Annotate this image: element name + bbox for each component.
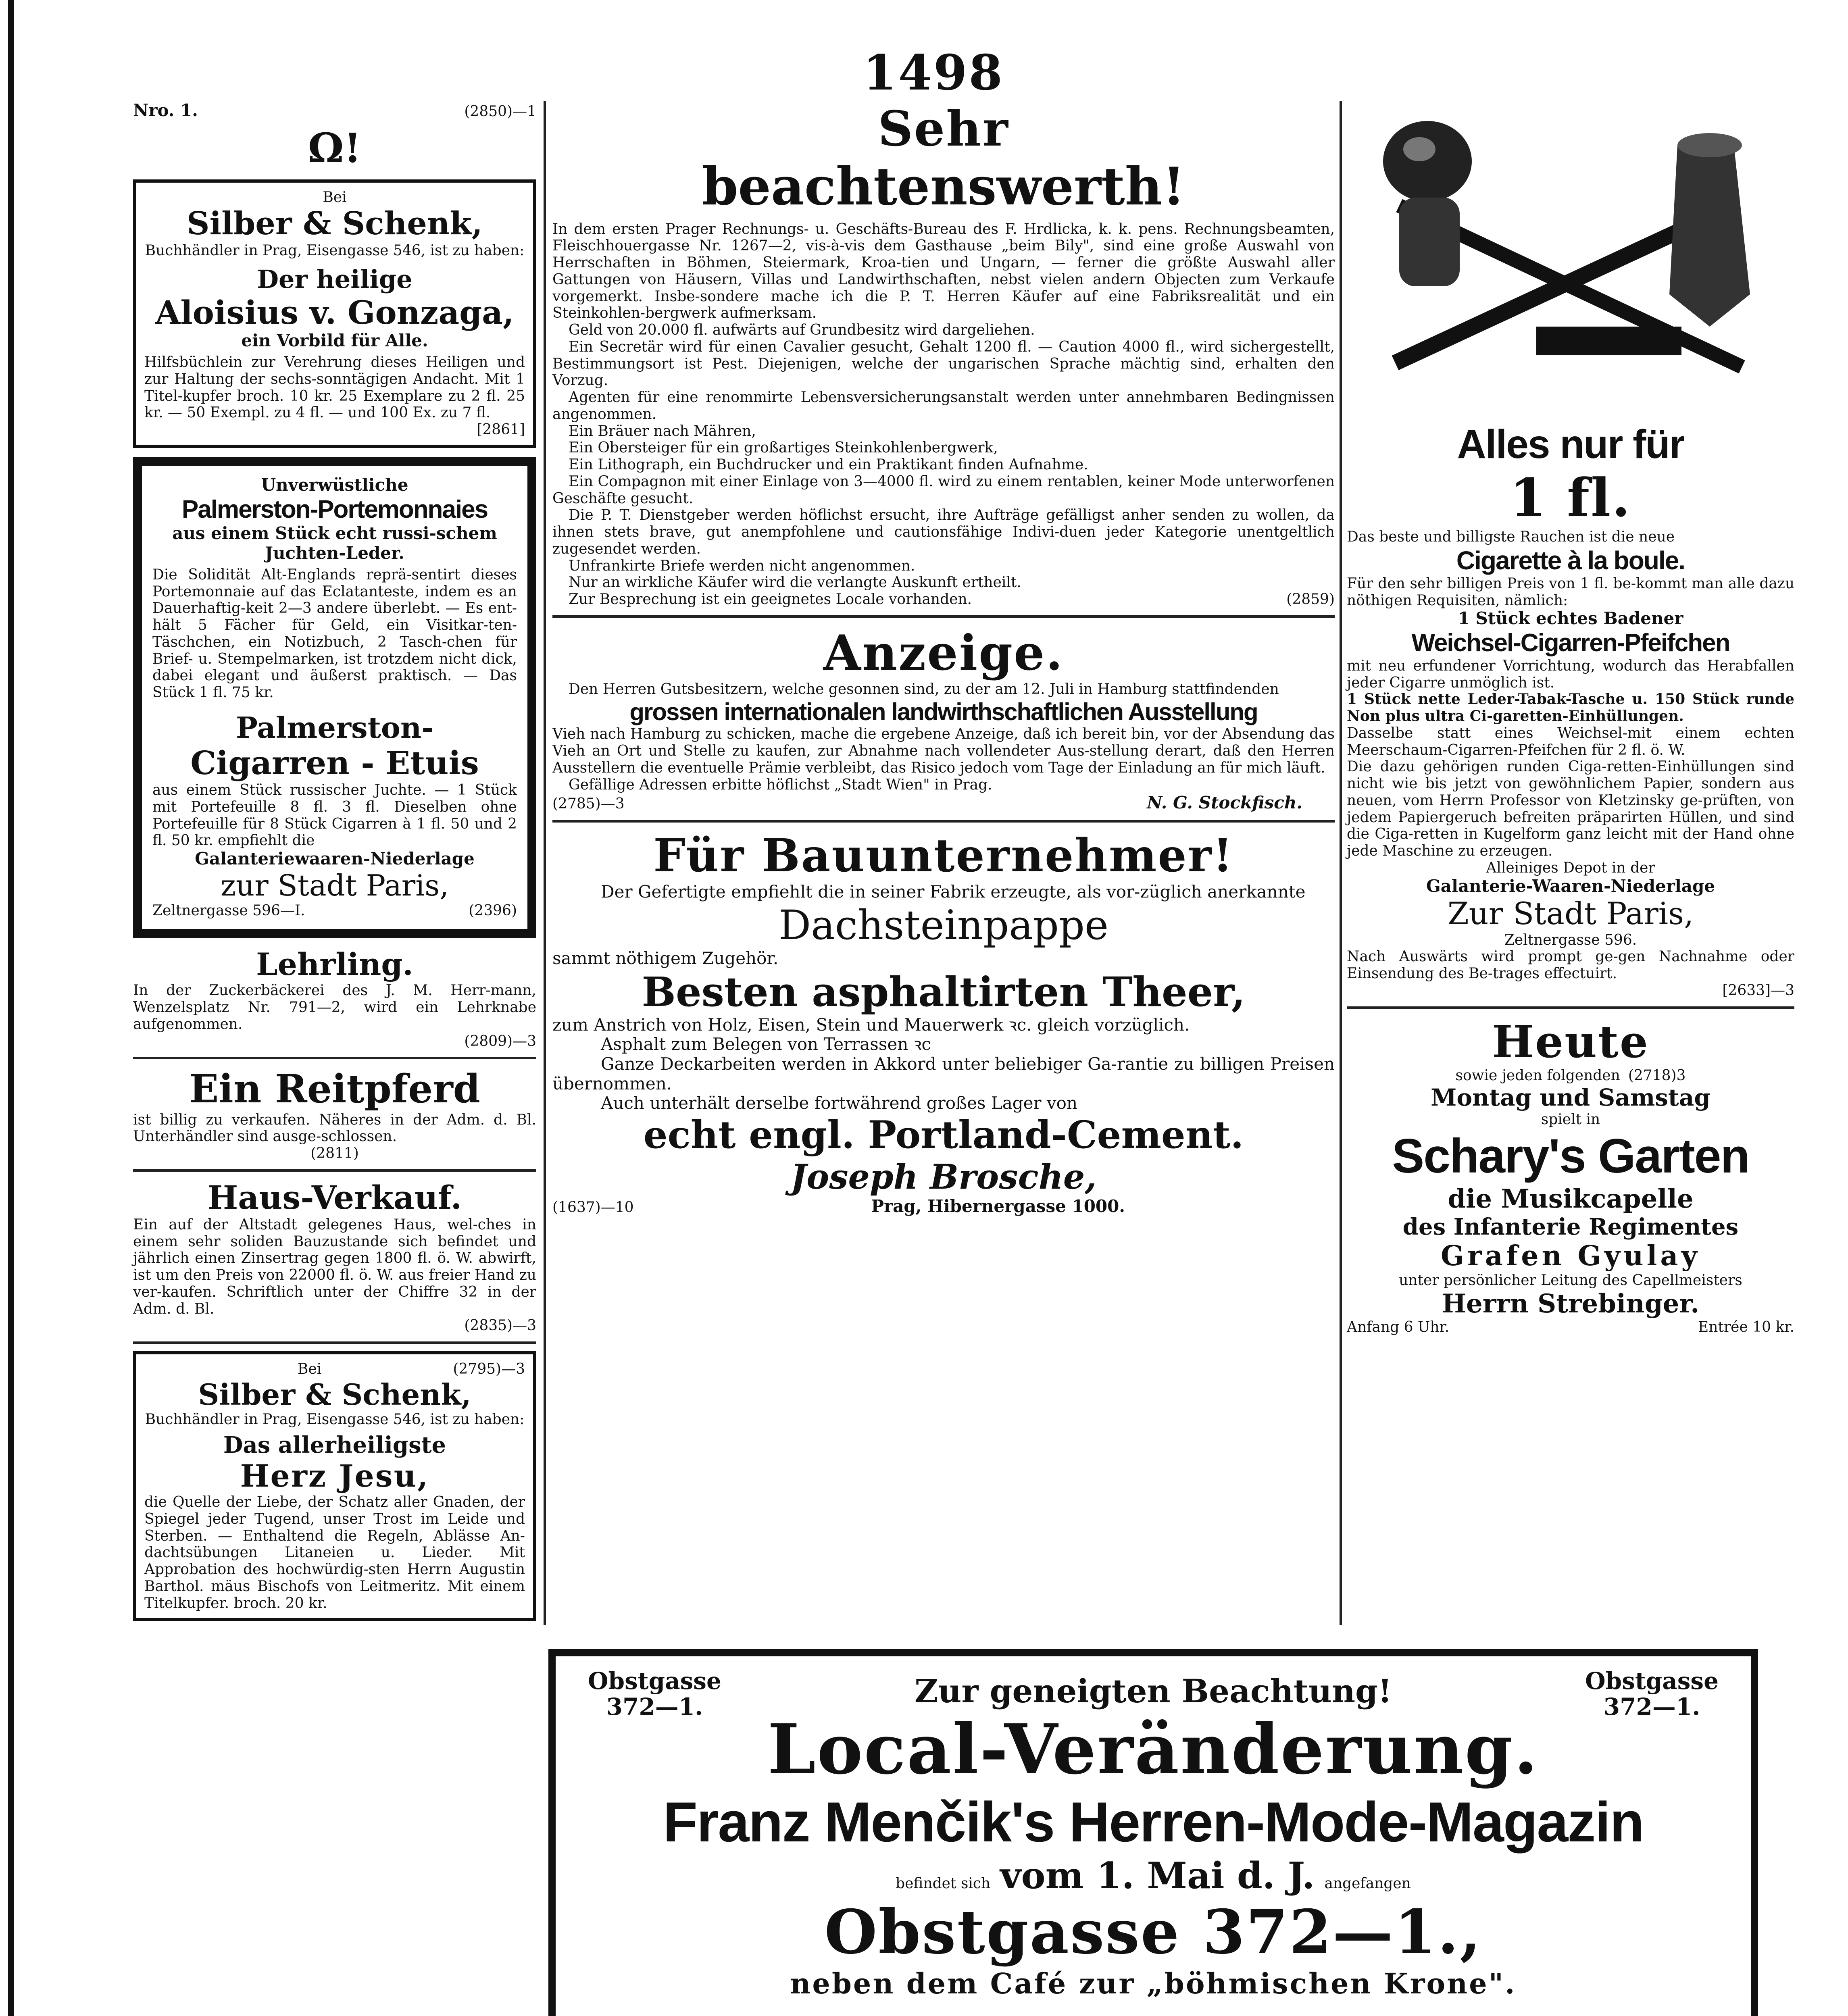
ad-title: 1 fl. [1510,467,1631,529]
ad-reitpferd [133,1066,536,1162]
ad-product: Cigarette à la boule. [1456,546,1685,575]
ad-product: Weichsel-Cigarren-Pfeifchen [1411,629,1730,657]
ad-headline: grossen internationalen landwirthschaftlichen Ausstellung [629,698,1258,725]
ad-code: (2785)—3 [552,796,625,812]
ad-venue: Schary's Garten [1392,1129,1749,1183]
corner-address: Obstgasse 372—1. [588,1667,721,1720]
ad-shop: Franz Menčik's Herren-Mode-Magazin [663,1790,1644,1854]
ad-aloisius [133,179,536,448]
ad-cigarette [1347,421,1794,999]
ad-title: Der heilige [257,264,413,294]
ad-body: Geld von 20.000 fl. aufwärts auf Grundbesitz wird dargeliehen. [569,322,1035,339]
ad-body: Asphalt zum Belegen von Terrassen ꝛc [601,1034,931,1054]
ad-code: (2859) [1286,591,1335,608]
scan-edge [8,0,14,2016]
ad-address: Buchhändler in Prag, Eisengasse 546, ist zu haben: [145,242,525,259]
cigarette-pipe-illustration [1347,101,1790,415]
ad-title: beachtenswerth! [702,156,1185,217]
ad-body: Der Gefertigte empfiehlt die in seiner Fabrik erzeugte, als vor-züglich anerkannte [601,882,1306,902]
divider [552,820,1335,823]
ad-title: Palmerston-Portemonnaies [181,495,488,523]
ad-body: Die dazu gehörigen runden Ciga-retten-Einhüllungen sind nicht wie bis jetzt von gewöhnlichem Papier, sondern aus neuen, vom Herrn Professor von Kletzinsky ge-prüften, von jedem Papiergeruch befreiten präparirten Hüllen, und sind die Ciga-retten in Kugelform ganz leicht mit der Hand ohne jede Maschine zu erzeugen. [1347,758,1794,860]
ad-body: Für den sehr billigen Preis von 1 fl. be-kommt man alle dazu nöthigen Requisiten, nämlich: [1347,575,1794,609]
ad-subheader [1347,1067,1794,1084]
ad-product: 1 Stück echtes Badener [1458,608,1683,629]
divider [133,1057,536,1059]
ad-body: Hilfsbüchlein zur Verehrung dieses Heiligen und zur Haltung der sechs-sonntägigen Andacht. Mit 1 Titel-kupfer broch. 10 kr. 25 Exemplare zu 2 fl. 25 kr. — 50 Exempl. zu 4 fl. — und 100 Ex. zu 7 fl. [144,354,525,421]
ad-footer [552,591,1335,608]
ad-date: vom 1. Mai d. J. [1000,1854,1315,1897]
ad-product: echt engl. Portland-Cement. [643,1113,1244,1158]
column-left [133,101,536,1630]
ad-code: (2835)—3 [464,1317,536,1334]
ad-title: Alles nur für [1457,422,1684,467]
ad-body: unter persönlicher Leitung des Capellmeisters [1399,1272,1742,1289]
ad-body: Vieh nach Hamburg zu schicken, mache die ergebene Anzeige, daß ich bereit bin, vor der Absendung das Vieh an Ort und Stelle zu kaufen, zur Abnahme nach vollendeter Aus-stellung derart, daß den Herren Ausstellern die eventuelle Prämie verbleibt, das Risico jedoch vom Tage der Einladung an für mich läuft. [552,726,1335,776]
ad-body: aus einem Stück russischer Juchte. — 1 Stück mit Portefeuille 8 fl. 3 fl. Dieselben ohne Portefeuille für 8 Stück Cigarren à 1 fl. 50 und 2 fl. 50 kr. empfiehlt die [152,782,517,849]
ad-address: Buchhändler in Prag, Eisengasse 546, ist zu haben: [145,1411,525,1428]
ad-hausverkauf [133,1179,536,1334]
ad-body: Auch unterhält derselbe fortwährend großes Lager von [601,1093,1077,1113]
ad-subtitle: ein Vorbild für Alle. [241,331,428,351]
ad-signature: Joseph Brosche, [790,1157,1097,1197]
ad-body: angefangen [1324,1875,1411,1892]
ad-body: Gefällige Adressen erbitte höflichst „Stadt Wien" in Prag. [569,776,992,793]
ad-body: sowie jeden folgenden [1455,1067,1620,1084]
ad-title: Sehr [878,100,1009,157]
ad-title: Palmerston- [235,710,434,745]
ad-body: spielt in [1541,1111,1600,1128]
ad-text: Unverwüstliche [261,475,408,495]
ad-footer [152,902,517,919]
ad-body: Ganze Deckarbeiten werden in Akkord unter beliebiger Ga-rantie zu billigen Preisen übernommen. [552,1054,1335,1093]
ad-title: Haus-Verkauf. [207,1178,462,1216]
ad-body: zum Anstrich von Holz, Eisen, Stein und Mauerwerk ꝛc. gleich vorzüglich. [552,1014,1190,1035]
ad-body: Nach Auswärts wird prompt ge-gen Nachnahme oder Einsendung des Be-trages effectuirt. [1347,948,1794,982]
column-right [1347,101,1794,1336]
ad-palmerston [133,457,536,938]
ad-shop: Zur Stadt Paris, [1447,896,1694,932]
ad-shop: Galanterie-Waaren-Niederlage [1426,876,1715,896]
ad-title: Herz Jesu, [240,1458,429,1494]
ad-title: Cigarren - Etuis [190,744,479,782]
ad-text: Bei [323,189,347,206]
ad-body: befindet sich [896,1875,991,1892]
ad-code: (1637)—10 [552,1199,634,1216]
ad-body: Ein Obersteiger für ein großartiges Steinkohlenbergwerk, [569,439,998,456]
ad-footer [552,1197,1335,1216]
ad-address: Zeltnergasse 596—I. [152,902,305,919]
column-middle [552,101,1335,1216]
ad-anzeige [552,625,1335,813]
omega-mark: Ω! [308,124,362,172]
ad-code: (2396) [469,902,517,919]
ad-title: Anzeige. [823,624,1064,681]
ad-address: Zeltnergasse 596. [1504,931,1637,948]
ad-body: Das beste und billigste Rauchen ist die neue [1347,528,1675,545]
ad-body: Entrée 10 kr. [1698,1319,1794,1336]
ad-header [144,1361,525,1378]
ad-shop: Galanteriewaaren-Niederlage [195,849,475,869]
ad-text: Bei [298,1361,322,1378]
ad-signature: N. G. Stockfisch. [1147,793,1302,813]
issue-number: Nro. 1. [133,100,198,120]
ad-schary [1347,1016,1794,1336]
ad-body: neben dem Café zur „böhmischen Krone". [790,1966,1517,2000]
ad-herz-jesu [133,1351,536,1621]
ad-body: sammt nöthigem Zugehör. [552,948,779,968]
ad-lehrling [133,947,536,1050]
ad-body: des Infanterie Regimentes [1402,1214,1739,1241]
ad-body: Die Solidität Alt-Englands reprä-sentirt dieses Portemonnaie auf das Eclatanteste, indem es an Dauerhaftig-keit 2—3 andere überlebt. — Es ent-hält 5 Fächer für Geld, ein Visitkar-ten-Täschchen, ein Notizbuch, 2 Tasch-chen für Brief- u. Stempelmarken, ist trotzdem nicht dick, dabei elegant und äußerst praktisch. — Das Stück 1 fl. 75 kr. [152,566,517,701]
ad-body: Unfrankirte Briefe werden nicht angenommen. [569,557,915,574]
ad-body: Die P. T. Dienstgeber werden höflichst ersucht, ihre Aufträge gefälligst anher senden zu wollen, da ihnen stets brave, gut anempfohlene und cautionsfähige Indivi-duen jeder Kategorie unentgeltlich zugesendet werden. [552,507,1335,557]
ad-body: Ein Bräuer nach Mähren, [569,423,756,439]
ad-body: Ein Secretär wird für einen Cavalier gesucht, Gehalt 1200 fl. — Caution 4000 fl., wird sichergestellt, Bestimmungsort ist Pest. Diejenigen, welche der ungarischen Sprache mächtig sind, erhalten den Vorzug. [552,338,1335,389]
ad-address: Obstgasse 372—1., [824,1896,1482,1968]
ad-body: Zur Besprechung ist ein geeignetes Locale vorhanden. [569,591,972,608]
ad-product: Dachsteinpappe [778,901,1109,949]
ad-code: [2633]—3 [1722,982,1794,999]
ad-local-veraenderung [548,1649,1758,2016]
ad-code: (2795)—3 [453,1361,525,1378]
issue-line [133,101,536,121]
ad-body: Montag und Samstag [1431,1083,1710,1111]
ad-title: Ein Reitpferd [189,1066,480,1112]
ad-body: Den Herren Gutsbesitzern, welche gesonnen sind, zu der am 12. Juli in Hamburg stattfindenden [569,681,1279,698]
ad-bauunternehmer [552,830,1335,1216]
ad-body: mit neu erfundener Vorrichtung, wodurch das Herabfallen jeder Cigarre unmöglich ist. [1347,657,1794,691]
ad-subtitle: aus einem Stück echt russi-schem Juchten-Leder. [172,523,497,563]
ad-firm: Silber & Schenk, [198,1377,471,1412]
divider [133,1341,536,1344]
divider [1347,1006,1794,1009]
ad-body: Alleiniges Depot in der [1486,859,1655,876]
ad-body: In der Zuckerbäckerei des J. M. Herr-mann, Wenzelsplatz Nr. 791—2, wird ein Lehrknabe aufgenommen. [133,982,536,1033]
ad-body: Grafen Gyulay [1440,1240,1700,1272]
ad-address: Prag, Hibernergasse 1000. [871,1196,1125,1216]
ad-code: (2811) [310,1145,359,1162]
ad-beachtenswerth [552,101,1335,608]
ad-shop: zur Stadt Paris, [220,868,449,902]
ad-product: Besten asphaltirten Theer, [642,968,1246,1016]
ad-body: Ein Lithograph, ein Buchdrucker und ein Praktikant finden Aufnahme. [569,456,1088,473]
ad-body: Ein auf der Altstadt gelegenes Haus, wel-ches in einem sehr soliden Bauzustande sich befindet und jährlich einen Zinsertrag gegen 1800 fl. ö. W. abwirft, ist um den Preis von 22000 fl. ö. W. aus freier Hand zu ver-kaufen. Schriftlich unter der Chiffre 32 in der Adm. d. Bl. [133,1216,536,1317]
ad-body: Agenten für eine renommirte Lebensversicherungsanstalt werden unter annehmbaren Bedingnissen angenommen. [552,389,1335,423]
ad-body: Herrn Strebinger. [1442,1288,1700,1319]
column-rule [1340,101,1342,1625]
ad-code: [2861] [477,421,525,438]
ad-title: Local-Veränderung. [767,1709,1539,1790]
ad-date-line [572,1855,1735,1897]
ad-title: Aloisius v. Gonzaga, [155,293,514,331]
ad-body: Nur an wirkliche Käufer wird die verlangte Auskunft ertheilt. [569,574,1021,591]
ad-body: Ein Compagnon mit einer Einlage von 3—4000 fl. wird zu einem rentablen, keiner Mode unterworfenen Geschäfte gesucht. [552,473,1335,507]
divider [552,615,1335,618]
ad-title: Das allerheiligste [223,1432,446,1459]
page-number: 1498 [863,44,1004,101]
ad-body: die Quelle der Liebe, der Schatz aller Gnaden, der Spiegel jeder Tugend, unser Trost im Leide und Sterben. — Enthaltend die Regeln, Ablässe An-dachtsübungen Litaneien u. Lieder. Mit Approbation des hochwürdig-sten Herrn Augustin Barthol. mäus Bischofs von Leitmeritz. Mit einem Titelkupfer. broch. 20 kr. [144,1494,525,1612]
ad-title: Lehrling. [256,946,413,983]
ad-kicker: Zur geneigten Beachtung! [914,1672,1392,1710]
ad-title: Heute [1492,1015,1649,1068]
ad-body: Dasselbe statt eines Weichsel-mit einem echten Meerschaum-Cigarren-Pfeifchen für 2 fl. ö. W. [1347,725,1794,758]
ad-body: ist billig zu verkaufen. Näheres in der Adm. d. Bl. Unterhändler sind ausge-schlossen. [133,1111,536,1145]
issue-code: (2850)—1 [464,103,536,120]
ad-firm: Silber & Schenk, [187,205,483,242]
corner-address: Obstgasse 372—1. [1585,1667,1719,1720]
ad-body: die Musikcapelle [1448,1184,1694,1214]
ad-code: (2718)3 [1628,1067,1686,1084]
ad-body: Anfang 6 Uhr. [1347,1319,1450,1336]
column-rule [544,101,546,1625]
ad-body: 1 Stück nette Leder-Tabak-Tasche u. 150 Stück runde Non plus ultra Ci-garetten-Einhüllungen. [1347,691,1794,725]
ad-code: (2809)—3 [464,1033,536,1050]
ad-body: In dem ersten Prager Rechnungs- u. Geschäfts-Bureau des F. Hrdlicka, k. k. pens. Rechnungsbeamten, Fleischhouergasse Nr. 1267—2, vis-à-vis dem Gasthause „beim Bily", sind eine große Auswahl von Herrschaften in Böhmen, Steiermark, Kroa-tien und Ungarn, — ferner die größte Auswahl aller Gattungen von Häusern, Villas und Landwirthschaften, nebst vielen andern Objecten zum Verkaufe vorgemerkt. Insbe-sondere mache ich die P. T. Herren Käufer auf eine Fabriksrealität und ein Steinkohlen-bergwerk aufmerksam. [552,221,1335,322]
ad-footer [552,793,1335,813]
ad-footer [1347,1319,1794,1336]
divider [133,1169,536,1172]
ad-title: Für Bauunternehmer! [653,829,1234,883]
